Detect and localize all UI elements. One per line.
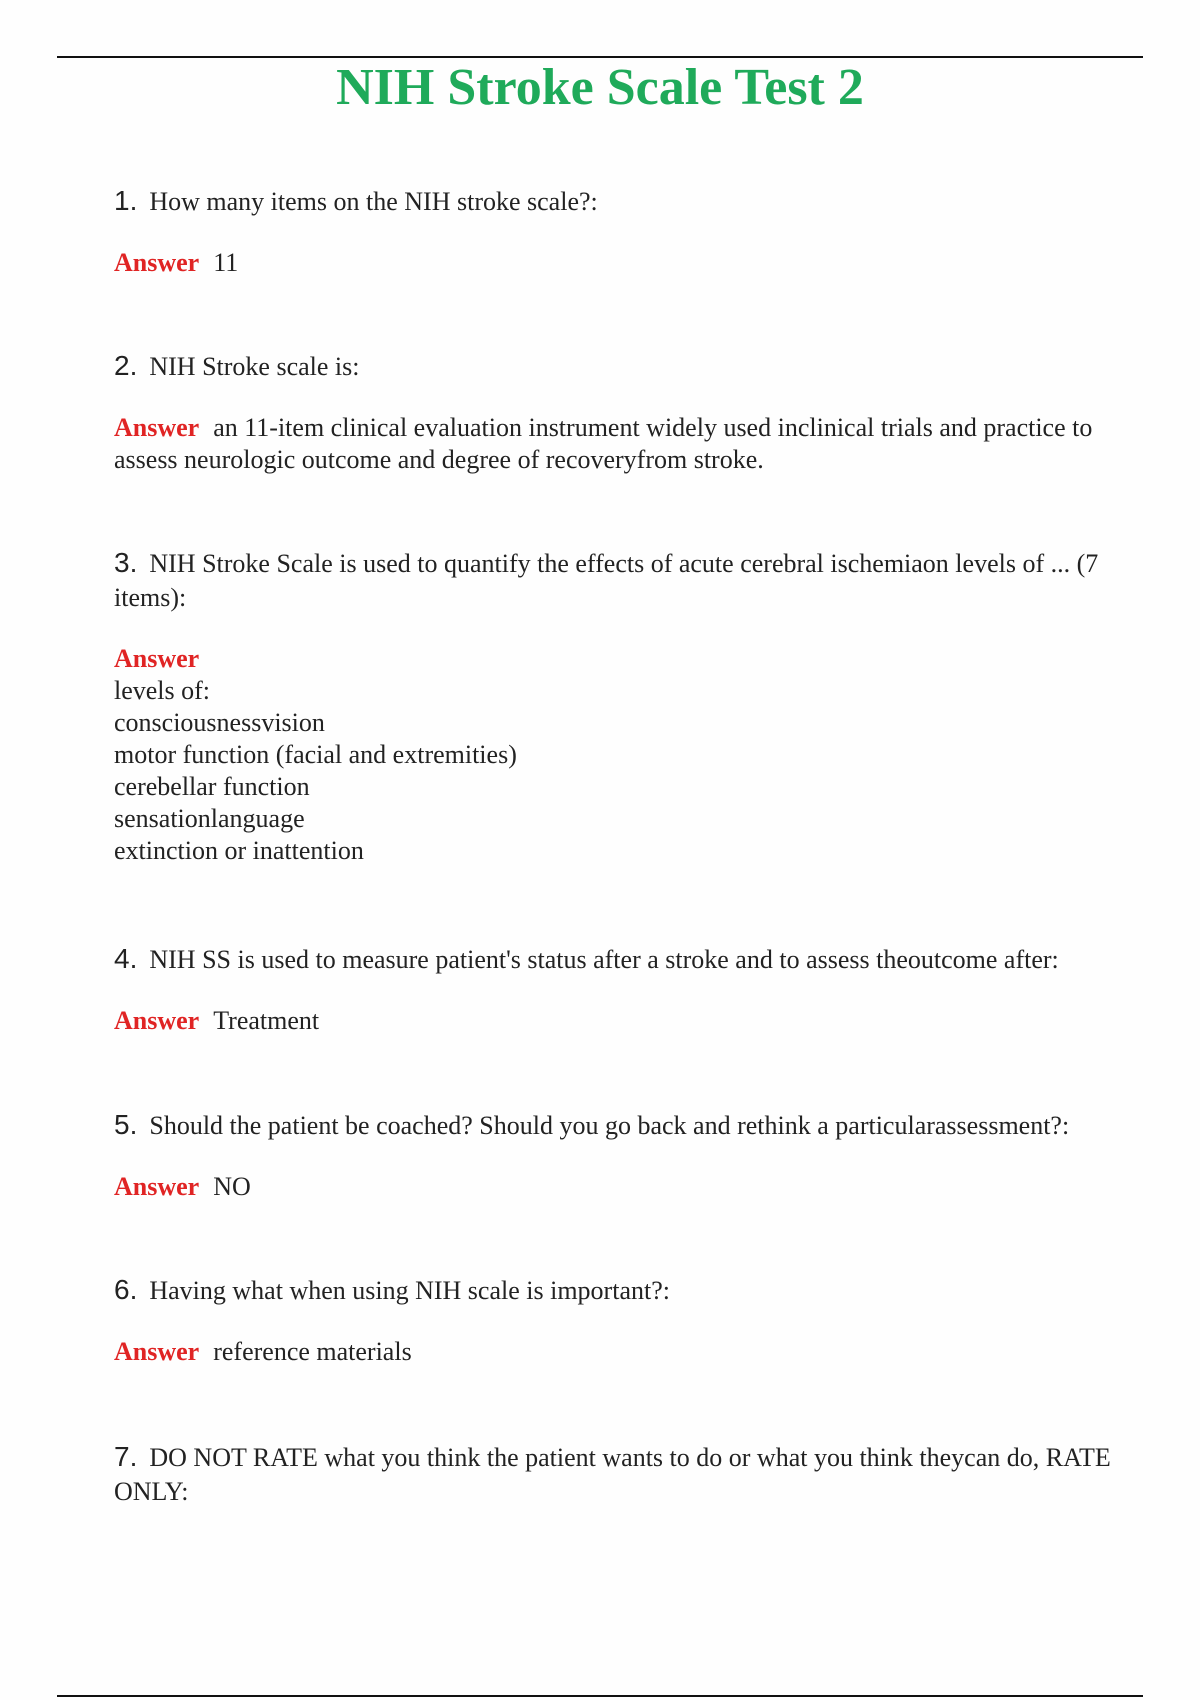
answer-text: 11 <box>213 248 239 277</box>
answer-label: Answer <box>114 413 200 442</box>
question-prompt: How many items on the NIH stroke scale?: <box>149 187 598 216</box>
question-text <box>114 184 1150 219</box>
question-prompt: Having what when using NIH scale is important?: <box>149 1276 670 1305</box>
answer-text: reference materials <box>213 1337 412 1366</box>
question-text <box>114 1108 1150 1143</box>
question-number: 5. <box>114 1109 138 1140</box>
answer-label: Answer <box>114 644 200 673</box>
question-1 <box>114 184 1150 279</box>
question-text <box>114 349 1150 384</box>
answer-text: Treatment <box>213 1006 320 1035</box>
answer <box>114 643 1150 867</box>
answer-line: consciousnessvision <box>114 708 325 737</box>
answer-line: extinction or inattention <box>114 836 364 865</box>
question-7 <box>114 1440 1150 1509</box>
answer <box>114 1171 1150 1203</box>
question-number: 1. <box>114 185 138 216</box>
question-prompt: NIH Stroke scale is: <box>149 352 360 381</box>
answer-line: levels of: <box>114 676 211 705</box>
question-prompt: DO NOT RATE what you think the patient wants to do or what you think theycan do, RATE ONLY: <box>114 1443 1111 1506</box>
question-text <box>114 1273 1150 1308</box>
question-text <box>114 546 1150 615</box>
question-3 <box>114 546 1150 867</box>
answer-text: an 11-item clinical evaluation instrument widely used inclinical trials and practice to assess neurologic outcome and degree of recoveryfrom stroke. <box>114 413 1093 474</box>
question-6 <box>114 1273 1150 1368</box>
question-prompt: NIH SS is used to measure patient's status after a stroke and to assess theoutcome after: <box>149 945 1059 974</box>
answer-text: NO <box>213 1172 251 1201</box>
answer <box>114 1336 1150 1368</box>
answer-line: sensationlanguage <box>114 804 305 833</box>
question-prompt: NIH Stroke Scale is used to quantify the effects of acute cerebral ischemiaon levels of ... (7 items): <box>114 549 1099 612</box>
answer <box>114 412 1150 476</box>
answer-line: cerebellar function <box>114 772 310 801</box>
question-text <box>114 1440 1150 1509</box>
question-number: 2. <box>114 350 138 381</box>
document-title: NIH Stroke Scale Test 2 <box>336 59 864 116</box>
answer-label: Answer <box>114 1172 200 1201</box>
question-text <box>114 942 1150 977</box>
question-5 <box>114 1108 1150 1203</box>
answer-label: Answer <box>114 1006 200 1035</box>
question-4 <box>114 942 1150 1037</box>
question-prompt: Should the patient be coached? Should you go back and rethink a particularassessment?: <box>149 1111 1070 1140</box>
question-number: 3. <box>114 547 138 578</box>
answer <box>114 1005 1150 1037</box>
answer-line: motor function (facial and extremities) <box>114 740 517 769</box>
answer <box>114 247 1150 279</box>
question-2 <box>114 349 1150 476</box>
question-number: 4. <box>114 943 138 974</box>
question-number: 7. <box>114 1441 138 1472</box>
answer-label: Answer <box>114 1337 200 1366</box>
question-number: 6. <box>114 1274 138 1305</box>
bottom-rule <box>57 1695 1143 1697</box>
answer-label: Answer <box>114 248 200 277</box>
